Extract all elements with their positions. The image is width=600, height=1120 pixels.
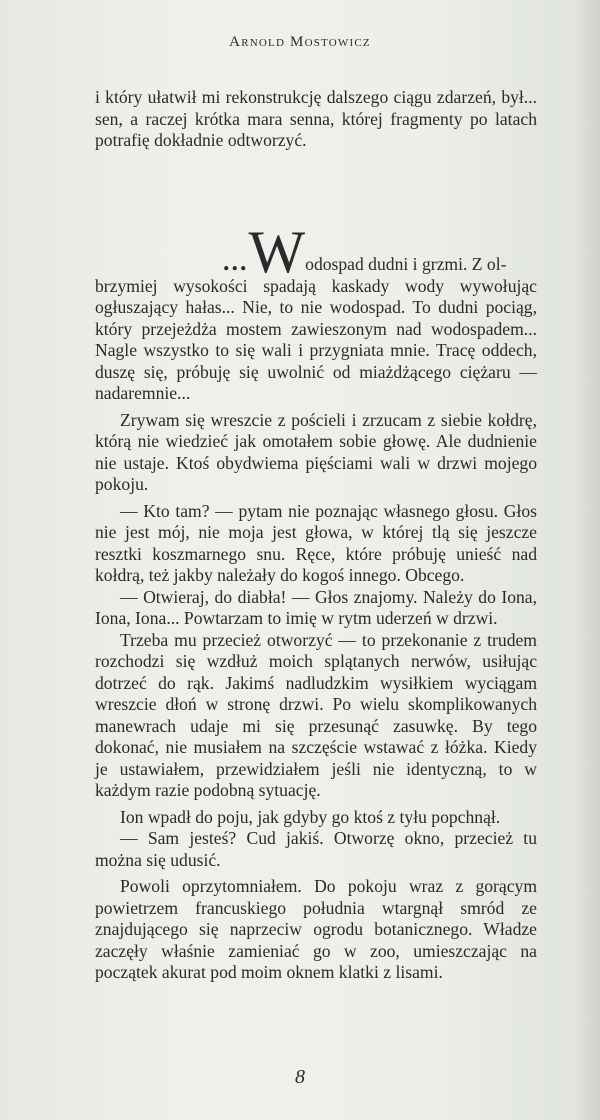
dream-first-line-text: odospad dudni i grzmi. Z ol- [305, 254, 507, 274]
dream-first-line [95, 219, 537, 285]
paragraph-1: Zrywam się wreszcie z pościeli i zrzucam z siebie kołdrę, którą nie wiedzieć jak omotałem sobie głowę. Ale dudnienie nie ustaje. Ktoś obydwiema pięściami wali w drzwi mojego pokoju. [95, 409, 537, 494]
paragraph-7: Powoli oprzytomniałem. Do pokoju wraz z gorącym powietrzem francuskiego południa wtargnął smród ze znajdującego się naprzeciw ogrodu botanicznego. Władze zaczęły właśnie zamieniać go w zoo, umieszczając na początek akurat pod moim oknem klatki z lisami. [95, 876, 537, 982]
opening-paragraph: i który ułatwił mi rekonstrukcję dalszego ciągu zdarzeń, był... sen, a raczej krótka mara senna, której fragmenty po latach potrafię dokładnie odtworzyć. [95, 87, 537, 150]
paragraph-2: — Kto tam? — pytam nie poznając własnego głosu. Głos nie jest mój, nie moja jest głowa, w której tlą się jeszcze resztki koszmarnego snu. Ręce, które próbuję unieść nad kołdrą, też jakby należały do kogoś innego. Obcego. [95, 500, 537, 585]
opening-paragraph-block [95, 87, 537, 152]
page-edge-shadow [574, 0, 600, 1120]
running-head: Arnold Mostowicz [229, 34, 371, 50]
paragraph-5: Ion wpadł do poju, jak gdyby go ktoś z tyłu popchnął. [120, 806, 501, 827]
paragraph-3: — Otwieraj, do diabła! — Głos znajomy. Należy do Iona, Iona, Iona... Powtarzam to imię w rytm uderzeń w drzwi. [95, 586, 537, 628]
leading-ellipsis: ... [223, 247, 249, 276]
paragraph-6: — Sam jesteś? Cud jakiś. Otworzę okno, przecież tu można się udusić. [95, 828, 537, 870]
dream-paragraph: brzymiej wysokości spadają kaskady wody wywołując ogłuszający hałas... Nie, to nie wodospad. To dudni pociąg, który przejeżdża mostem zawieszonym nad wodospadem... Nagle wszystko to się wali i przygniata mnie. Tracę oddech, duszę się, próbuję się uwolnić od miażdżącego ciężaru — nadaremnie... [95, 275, 537, 403]
paragraph-4: Trzeba mu przecież otworzyć — to przekonanie z trudem rozchodzi się wzdłuż moich splątanych nerwów, usiłując dotrzeć do rąk. Jakimś nadludzkim wysiłkiem wyciągam wreszcie dłoń w stronę drzwi. Po wielu skomplikowanych manewrach udaje mi się przesunąć zasuwkę. By tego dokonać, nie musiałem na szczęście wstawać z łóżka. Kiedy je ustawiałem, przewidziałem jeśli nie identyczną, to w każdym razie podobną sytuację. [95, 629, 537, 800]
drop-cap: W [248, 219, 306, 285]
chapter-body [95, 219, 537, 984]
page-number: 8 [295, 1066, 305, 1088]
